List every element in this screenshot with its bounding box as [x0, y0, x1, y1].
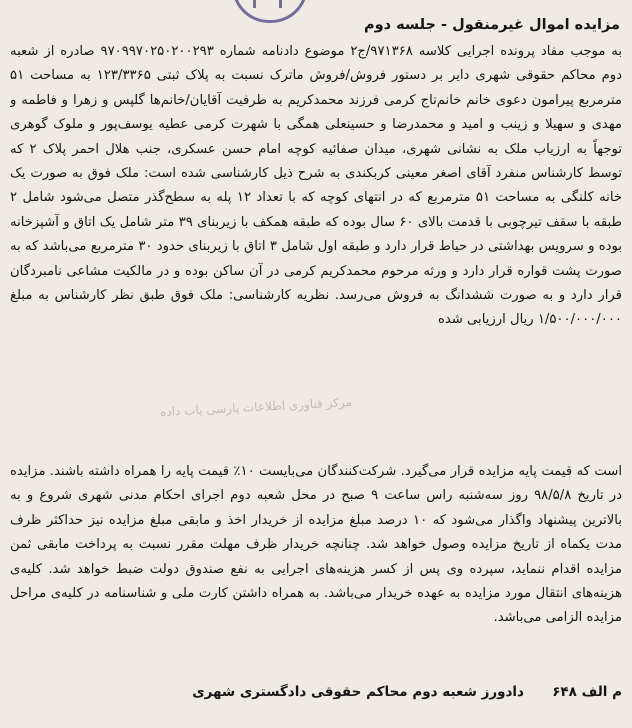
watermark-text: مرکز فناوری اطلاعات پارسی یاب داده [159, 394, 353, 420]
notice-title: مزایده اموال غیرمنقول - جلسه دوم [363, 17, 620, 33]
ad-code: م الف ۶۴۸ [552, 684, 622, 700]
notice-paragraph-property: به موجب مفاد پرونده اجرایی کلاسه ۹۷۱۳۶۸/ج۲ موضوع دادنامه شماره ۹۷۰۹۹۷۰۲۵۰۲۰۰۲۹۳ صادره از شعبه دوم محاکم حقوقی شهری دایر بر دستور فروش/فروش ماترک نسبت به پلاک ثبتی ۱۲۳/۳۳۶۵ به مساحت ۵۱ مترمربع پیرامون دعوی خانم خانم‌تاج کرمی فرزند محمدکریم به طرفیت آقایان/خانم‌ها گلپس و زهرا و فاطمه و مهدی و سهیلا و زینب و امید و محمدرضا و حسینعلی همگی با شهرت کرمی عطیه یوسف‌پور و ملوک گوهری توجهاً به ارزیاب ملک به نشانی شهری، میدان صفائیه کوچه امام حسن عسکری، جنب هلال احمر پلاک ۲ که توسط کارشناس منفرد آقای اصغر معینی کربکندی به شرح ذیل کارشناسی شده است: ملک فوق به صورت یک خانه کلنگی به مساحت ۵۱ مترمربع که در انتهای کوچه که با تعداد ۱۲ پله به سطح‌گذر متصل می‌شود شامل ۲ طبقه با سقف تیرچوبی با قدمت بالای ۶۰ سال بوده که طبقه همکف با زیربنای ۳۹ متر شامل یک اتاق و آشپزخانه بوده و سرویس بهداشتی در حیاط قرار دارد و طبقه اول شامل ۳ اتاق با زیربنای حدود ۳۰ مترمربع می‌باشد که به صورت پشت قواره قرار دارد و ورثه مرحوم محمدکریم کرمی در آن ساکن بوده و در مالکیت مشاعی نامبردگان قرار دارد و به صورت ششدانگ به فروش می‌رسد. نظریه کارشناسی: ملک فوق طبق نظر کارشناس به مبلغ ۱/۵۰۰/۰۰۰/۰۰۰ ریال ارزیابی شده [10, 44, 622, 328]
signatory: دادورز شعبه دوم محاکم حقوقی دادگستری شهری [192, 684, 524, 700]
auction-notice [10, 10, 622, 696]
notice-footer [10, 684, 622, 700]
notice-paragraph-terms: است که قیمت پایه مزایده قرار می‌گیرد. شرکت‌کنندگان می‌بایست ۱۰٪ قیمت پایه را همراه داشته باشند. مزایده در تاریخ ۹۸/۵/۸ روز سه‌شنبه راس ساعت ۹ صبح در محل شعبه دوم اجرای احکام مدنی شهری شروع و به بالاترین پیشنهاد واگذار می‌شود که ۱۰ درصد مبلغ مزایده از خریدار اخذ و مابقی مبلغ مزایده نیز حداکثر ظرف مدت یکماه از تاریخ مزایده وصول خواهد شد. چنانچه خریدار ظرف مهلت مقرر نسبت به پرداخت مابقی ثمن مزایده اقدام ننماید، سپرده وی پس از کسر هزینه‌های اجرایی به نفع صندوق دولت ضبط خواهد شد. کلیه‌ی هزینه‌های انتقال مورد مزایده به عهده خریدار می‌باشد. به همراه داشتن کارت ملی و شناسنامه در کلیه‌ی مراحل مزایده الزامی می‌باشد. [10, 464, 622, 626]
